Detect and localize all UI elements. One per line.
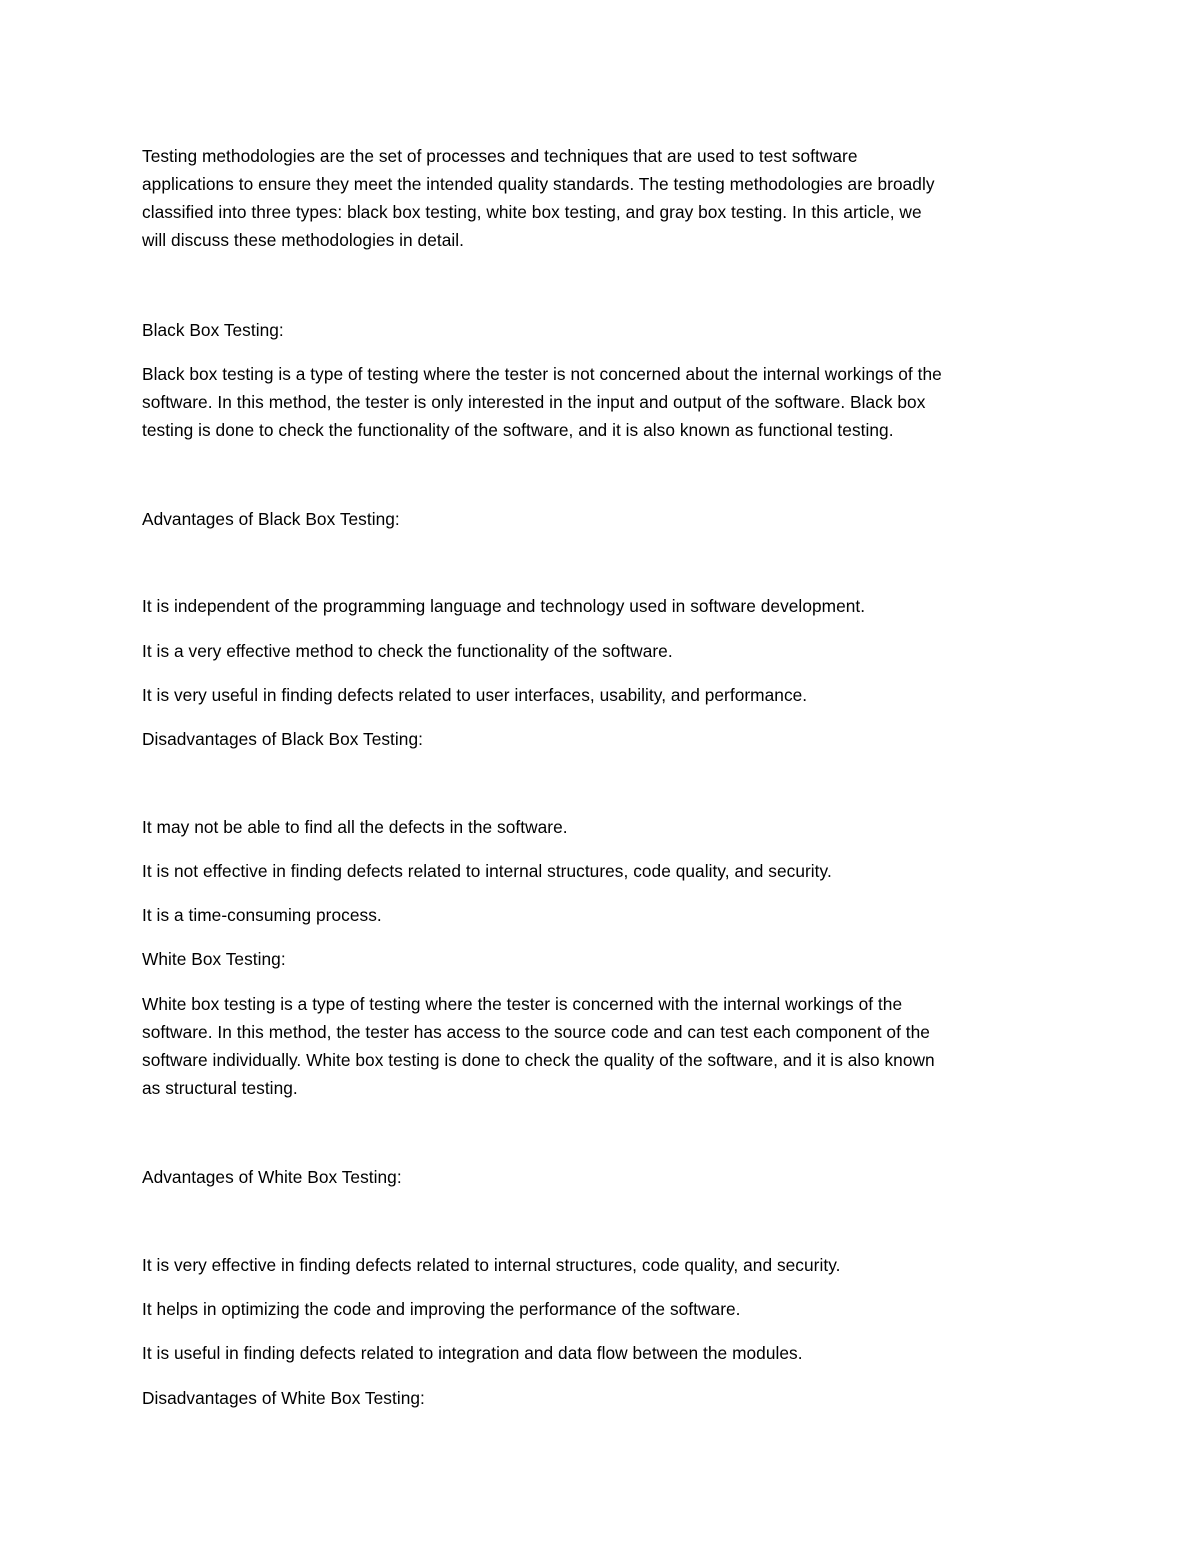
white-box-advantage-item: It is useful in finding defects related to integration and data flow between the modules. <box>142 1343 803 1363</box>
intro-line-2: applications to ensure they meet the intended quality standards. The testing methodologies are broadly <box>142 174 935 194</box>
white-box-advantage-item: It is very effective in finding defects related to internal structures, code quality, and security. <box>142 1255 841 1275</box>
white-box-desc-line-2: software. In this method, the tester has access to the source code and can test each component of the <box>142 1022 930 1042</box>
intro-line-3: classified into three types: black box testing, white box testing, and gray box testing. In this article, we <box>142 202 922 222</box>
black-box-desc-line-1: Black box testing is a type of testing where the tester is not concerned about the internal workings of the <box>142 364 942 384</box>
black-box-disadvantage-item: It is a time-consuming process. <box>142 905 382 925</box>
white-box-desc-line-1: White box testing is a type of testing where the tester is concerned with the internal workings of the <box>142 994 903 1014</box>
white-box-desc-line-4: as structural testing. <box>142 1078 298 1098</box>
white-box-advantage-item: It helps in optimizing the code and improving the performance of the software. <box>142 1299 741 1319</box>
black-box-heading: Black Box Testing: <box>142 320 284 340</box>
white-box-heading: White Box Testing: <box>142 949 286 969</box>
black-box-disadvantages-heading: Disadvantages of Black Box Testing: <box>142 729 423 749</box>
black-box-advantages-heading: Advantages of Black Box Testing: <box>142 509 400 529</box>
white-box-desc-line-3: software individually. White box testing is done to check the quality of the software, and it is also known <box>142 1050 935 1070</box>
black-box-desc-line-2: software. In this method, the tester is only interested in the input and output of the software. Black box <box>142 392 926 412</box>
white-box-advantages-heading: Advantages of White Box Testing: <box>142 1167 402 1187</box>
black-box-advantage-item: It is a very effective method to check the functionality of the software. <box>142 641 673 661</box>
white-box-disadvantages-heading: Disadvantages of White Box Testing: <box>142 1388 425 1408</box>
intro-line-1: Testing methodologies are the set of processes and techniques that are used to test software <box>142 146 858 166</box>
black-box-disadvantage-item: It may not be able to find all the defects in the software. <box>142 817 568 837</box>
black-box-advantage-item: It is very useful in finding defects related to user interfaces, usability, and performance. <box>142 685 808 705</box>
black-box-advantage-item: It is independent of the programming language and technology used in software development. <box>142 596 866 616</box>
black-box-desc-line-3: testing is done to check the functionality of the software, and it is also known as functional testing. <box>142 420 894 440</box>
intro-line-4: will discuss these methodologies in detail. <box>142 230 465 250</box>
black-box-disadvantage-item: It is not effective in finding defects related to internal structures, code quality, and security. <box>142 861 832 881</box>
